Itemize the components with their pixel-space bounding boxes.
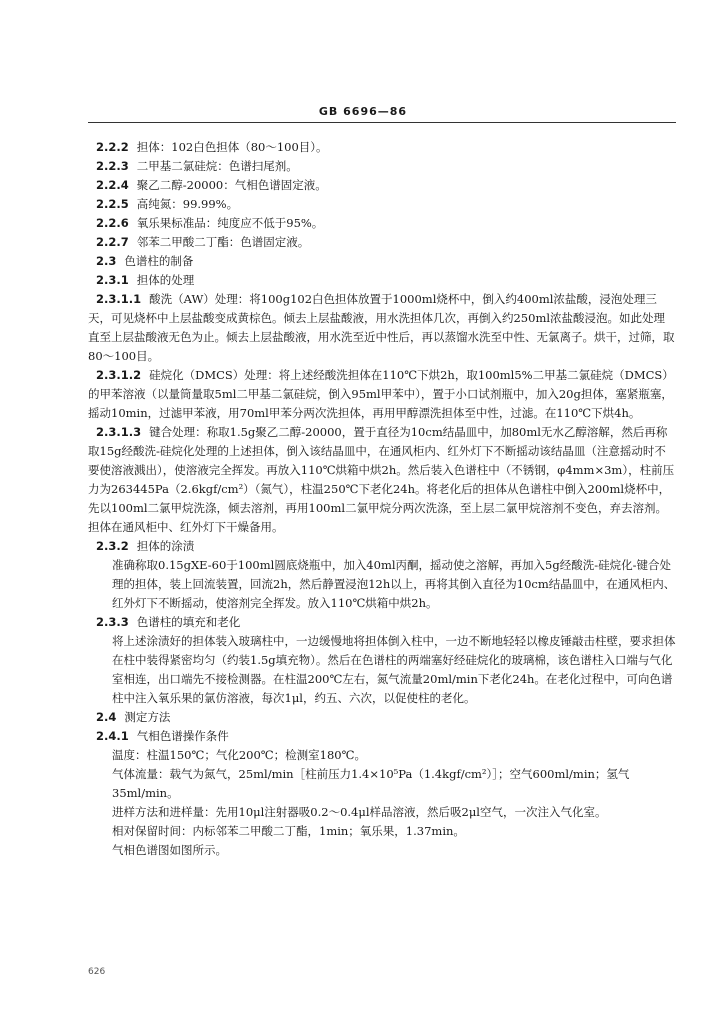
item-2-2-2 [88, 138, 676, 157]
paragraph-2-3-1-3 [88, 423, 676, 537]
paragraph-injection [88, 803, 676, 822]
section-number: 2.3.1 [96, 273, 129, 287]
section-title: 担体的涂渍 [136, 539, 195, 553]
item-2-2-4 [88, 176, 676, 195]
item-text: 担体：102白色担体（80～100目）。 [136, 140, 328, 154]
paragraph-text: 气体流量：载气为氮气，25ml/min［柱前压力1.4×10⁵Pa（1.4kgf/cm²）］；空气600ml/min；氢气35ml/min。 [112, 767, 630, 800]
item-text: 二甲基二氯硅烷：色谱扫尾剂。 [136, 159, 298, 173]
section-title: 色谱柱的填充和老化 [136, 615, 241, 629]
paragraph-gas-flow [88, 765, 676, 803]
section-2-3-3-heading [88, 613, 676, 632]
section-2-3-1-heading [88, 271, 676, 290]
item-number: 2.2.4 [96, 178, 129, 192]
paragraph-chromatogram-ref [88, 841, 676, 860]
document-body [88, 138, 676, 860]
item-number: 2.2.5 [96, 197, 129, 211]
paragraph-number: 2.3.1.3 [96, 425, 142, 439]
item-text: 邻苯二甲酸二丁酯：色谱固定液。 [136, 235, 310, 249]
paragraph-text: 气相色谱图如图所示。 [112, 843, 227, 857]
item-2-2-7 [88, 233, 676, 252]
item-2-2-3 [88, 157, 676, 176]
item-text: 聚乙二醇-20000：气相色谱固定液。 [136, 178, 327, 192]
paragraph-number: 2.3.1.2 [96, 368, 142, 382]
section-2-4-heading [88, 708, 676, 727]
paragraph-text: 将上述涂渍好的担体装入玻璃柱中，一边缓慢地将担体倒入柱中，一边不断地轻轻以橡皮锤敲击柱壁，要求担体在柱中装得紧密均匀（约装1.5g填充物）。然后在色谱柱的两端塞好经硅烷化的玻璃棉，该色谱柱入口端与气化室相连，出口端先不接检测器。在柱温200℃左右，氮气流量20ml/min下老化24h。在老化过程中，可向色谱柱中注入氧乐果的氯仿溶液，每次1μl，约五、六次，以促使柱的老化。 [112, 634, 676, 705]
item-2-2-5 [88, 195, 676, 214]
paragraph-text: 相对保留时间：内标邻苯二甲酸二丁酯，1min；氧乐果，1.37min。 [112, 824, 465, 838]
item-text: 高纯氮：99.99%。 [136, 197, 239, 211]
section-number: 2.3 [96, 254, 117, 268]
paragraph-text: 硅烷化（DMCS）处理：将上述经酸洗担体在110℃下烘2h，取100ml5%二甲基二氯硅烷（DMCS）的甲苯溶液（以量筒量取5ml二甲基二氯硅烷，倒入95ml甲苯中），置于小口试剂瓶中，加入20g担体，塞紧瓶塞，摇动10min，过滤甲苯液，用70ml甲苯分两次洗担体，再用甲醇漂洗担体至中性，过滤。在110℃下烘4h。 [88, 368, 674, 420]
paragraph-number: 2.3.1.1 [96, 292, 142, 306]
item-number: 2.2.7 [96, 235, 129, 249]
item-number: 2.2.2 [96, 140, 129, 154]
section-title: 色谱柱的制备 [124, 254, 194, 268]
paragraph-text: 进样方法和进样量：先用10μl注射器吸0.2～0.4μl样品溶液，然后吸2μl空气，一次注入气化室。 [112, 805, 607, 819]
section-number: 2.3.3 [96, 615, 129, 629]
section-title: 担体的处理 [136, 273, 195, 287]
section-2-3-heading [88, 252, 676, 271]
section-number: 2.4 [96, 710, 117, 724]
paragraph-text: 温度：柱温150℃；气化200℃；检测室180℃。 [112, 748, 366, 762]
header-rule [88, 122, 676, 123]
section-2-4-1-heading [88, 727, 676, 746]
page-number: 626 [88, 967, 106, 977]
paragraph-text: 键合处理：称取1.5g聚乙二醇-20000，置于直径为10cm结晶皿中，加80ml无水乙醇溶解，然后再称取15g经酸洗-硅烷化处理的上述担体，倒入该结晶皿中，在通风柜内、红外灯下不断摇动该结晶皿（注意摇动时不要使溶液溅出），使溶液完全挥发。再放入110℃烘箱中烘2h。然后装入色谱柱中（不锈钢，φ4mm×3m），柱前压力为263445Pa（2.6kgf/cm²）（氮气），柱温250℃下老化24h。将老化后的担体从色谱柱中倒入200ml烧杯中，先以100ml二氯甲烷洗涤，倾去溶剂，再用100ml二氯甲烷分两次洗涤，至上层二氯甲烷溶剂不变色，弃去溶剂。担体在通风柜中、红外灯下干燥备用。 [88, 425, 675, 534]
paragraph-coating [88, 556, 676, 613]
paragraph-temperature [88, 746, 676, 765]
paragraph-packing [88, 632, 676, 708]
section-title: 气相色谱操作条件 [136, 729, 229, 743]
item-text: 氧乐果标准品：纯度应不低于95%。 [136, 216, 324, 230]
item-number: 2.2.6 [96, 216, 129, 230]
paragraph-text: 酸洗（AW）处理：将100g102白色担体放置于1000ml烧杯中，倒入约400ml浓盐酸，浸泡处理三天，可见烧杯中上层盐酸变成黄棕色。倾去上层盐酸液，用水洗担体几次，再倒入约250ml浓盐酸浸泡。如此处理直至上层盐酸液无色为止。倾去上层盐酸液，用水洗至近中性后，再以蒸馏水洗至中性、无氯离子。烘干，过筛，取80～100目。 [88, 292, 675, 363]
paragraph-retention [88, 822, 676, 841]
item-number: 2.2.3 [96, 159, 129, 173]
section-number: 2.4.1 [96, 729, 129, 743]
section-2-3-2-heading [88, 537, 676, 556]
standard-number-header: GB 6696—86 [318, 105, 408, 118]
item-2-2-6 [88, 214, 676, 233]
section-number: 2.3.2 [96, 539, 129, 553]
paragraph-2-3-1-1 [88, 290, 676, 366]
paragraph-2-3-1-2 [88, 366, 676, 423]
section-title: 测定方法 [124, 710, 171, 724]
paragraph-text: 准确称取0.15gXE-60于100ml圆底烧瓶中，加入40ml丙酮，摇动使之溶解，再加入5g经酸洗-硅烷化-键合处理的担体，装上回流装置，回流2h，然后静置浸泡12h以上，再将其倒入直径为10cm结晶皿中，在通风柜内、红外灯下不断摇动，使溶剂完全挥发。放入110℃烘箱中烘2h。 [112, 558, 676, 610]
